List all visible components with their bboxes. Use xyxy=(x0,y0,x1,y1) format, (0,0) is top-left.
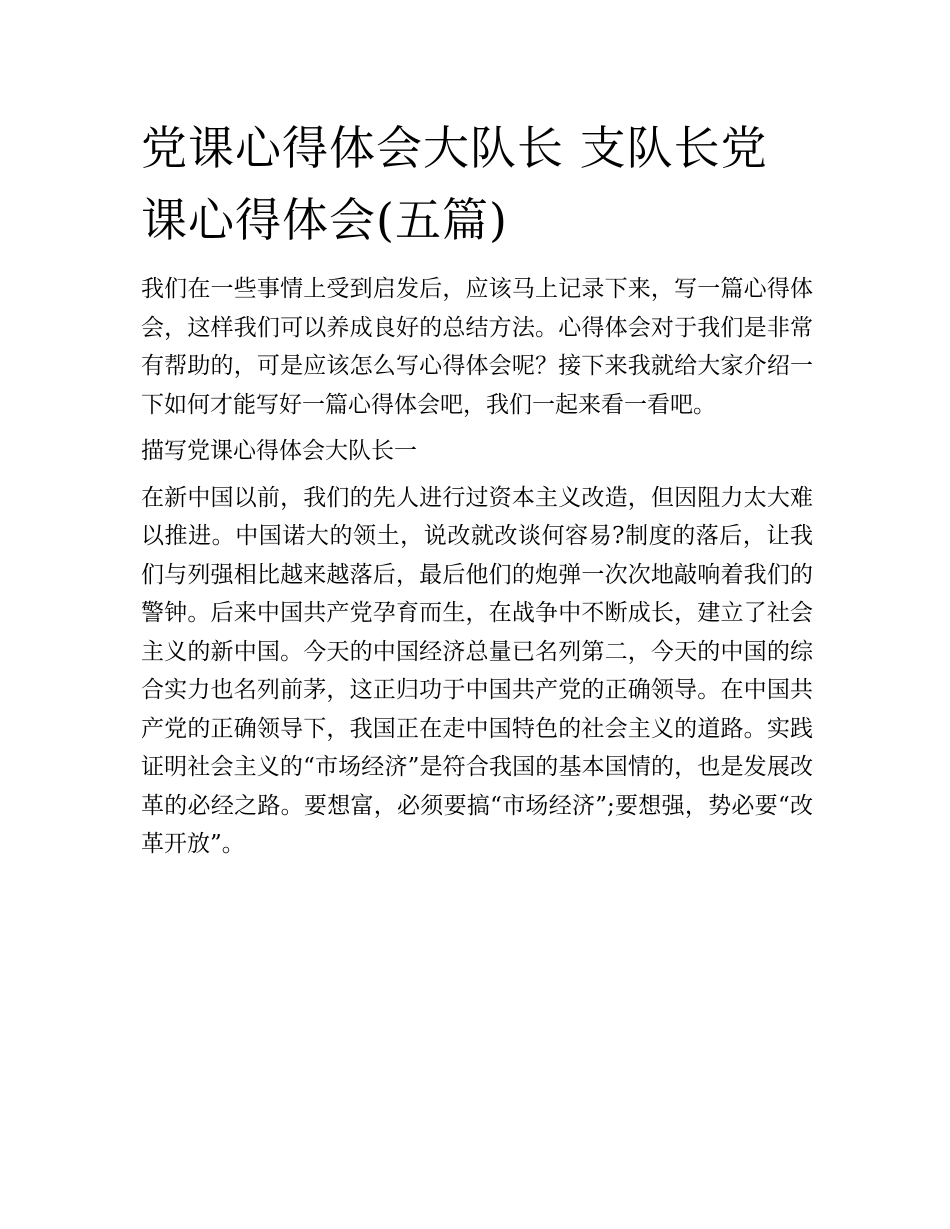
document-page xyxy=(141,112,813,872)
intro-paragraph: 我们在一些事情上受到启发后，应该马上记录下来，写一篇心得体会，这样我们可以养成良好的总结方法。心得体会对于我们是非常有帮助的，可是应该怎么写心得体会呢？接下来我就给大家介绍一下如何才能写好一篇心得体会吧，我们一起来看一看吧。 xyxy=(141,276,813,418)
body-paragraph: 在新中国以前，我们的先人进行过资本主义改造，但因阻力太大难以推进。中国诺大的领土，说改就改谈何容易?制度的落后，让我们与列强相比越来越落后，最后他们的炮弹一次次地敲响着我们的警钟。后来中国共产党孕育而生，在战争中不断成长，建立了社会主义的新中国。今天的中国经济总量已名列第二，今天的中国的综合实力也名列前茅，这正归功于中国共产党的正确领导。在中国共产党的正确领导下，我国正在走中国特色的社会主义的道路。实践证明社会主义的“市场经济”是符合我国的基本国情的，也是发展改革的必经之路。要想富，必须要搞“市场经济”;要想强，势必要“改革开放”。 xyxy=(141,484,813,857)
section-heading: 描写党课心得体会大队长一 xyxy=(141,438,417,464)
document-title: 党课心得体会大队长 支队长党课心得体会(五篇) xyxy=(141,121,768,247)
